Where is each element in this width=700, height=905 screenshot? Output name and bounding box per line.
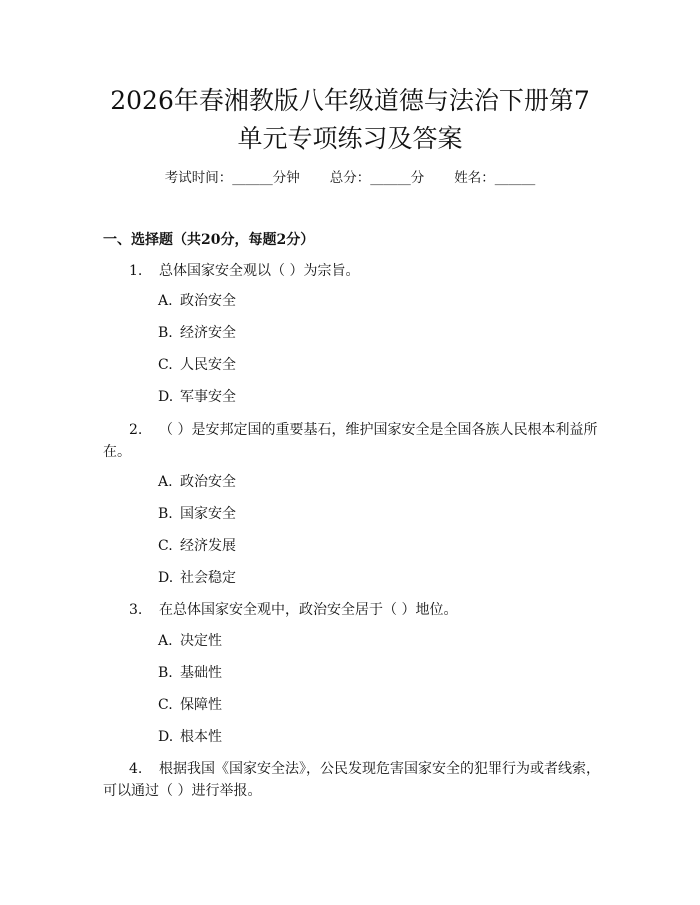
option-text: 国家安全 [180,506,236,522]
option-text: 政治安全 [180,293,236,309]
total-score-field: 总分：______分 [329,170,425,186]
document-title [0,82,700,158]
question-1 [103,260,603,282]
option-text: 保障性 [180,697,222,713]
option-3a [158,631,222,651]
option-2a [158,472,236,492]
option-1c [158,355,236,375]
option-text: 经济发展 [180,538,236,554]
question-number: 3. [129,602,143,618]
option-text: 社会稳定 [180,570,236,586]
option-letter: D. [158,389,174,405]
section-heading: 一、选择题（共20分，每题2分） [103,232,315,248]
question-3 [103,599,603,621]
option-1d [158,387,236,407]
option-1b [158,323,236,343]
option-letter: D. [158,729,174,745]
exam-info-line [0,168,700,188]
option-text: 经济安全 [180,325,236,341]
option-letter: C. [158,357,173,373]
title-line-1: 2026年春湘教版八年级道德与法治下册第7 [110,86,590,115]
option-2d [158,568,236,588]
question-2 [103,419,603,463]
option-text: 决定性 [180,633,222,649]
option-text: 政治安全 [180,474,236,490]
option-1a [158,291,236,311]
option-letter: A. [158,633,173,649]
title-line-2: 单元专项练习及答案 [237,124,463,153]
option-text: 根本性 [180,729,222,745]
question-text: 根据我国《国家安全法》，公民发现危害国家安全的犯罪行为或者线索，可以通过（ ）进行举报。 [103,761,600,799]
option-letter: A. [158,293,173,309]
option-3d [158,727,222,747]
question-text: （ ）是安邦定国的重要基石，维护国家安全是全国各族人民根本利益所在。 [103,422,598,460]
option-letter: C. [158,538,173,554]
option-letter: A. [158,474,173,490]
option-text: 基础性 [180,665,222,681]
question-number: 1. [129,263,143,279]
option-letter: C. [158,697,173,713]
question-number: 2. [129,422,143,438]
question-text: 总体国家安全观以（ ）为宗旨。 [159,263,360,279]
exam-time-field: 考试时间：______分钟 [164,170,300,186]
question-4 [103,758,603,802]
option-text: 军事安全 [180,389,236,405]
question-number: 4. [129,761,143,777]
option-text: 人民安全 [180,357,236,373]
student-name-field: 姓名：______ [454,170,536,186]
option-3b [158,663,222,683]
option-3c [158,695,222,715]
option-letter: B. [158,506,173,522]
question-text: 在总体国家安全观中，政治安全居于（ ）地位。 [159,602,458,618]
option-letter: B. [158,665,173,681]
option-letter: D. [158,570,174,586]
option-letter: B. [158,325,173,341]
option-2b [158,504,236,524]
option-2c [158,536,236,556]
